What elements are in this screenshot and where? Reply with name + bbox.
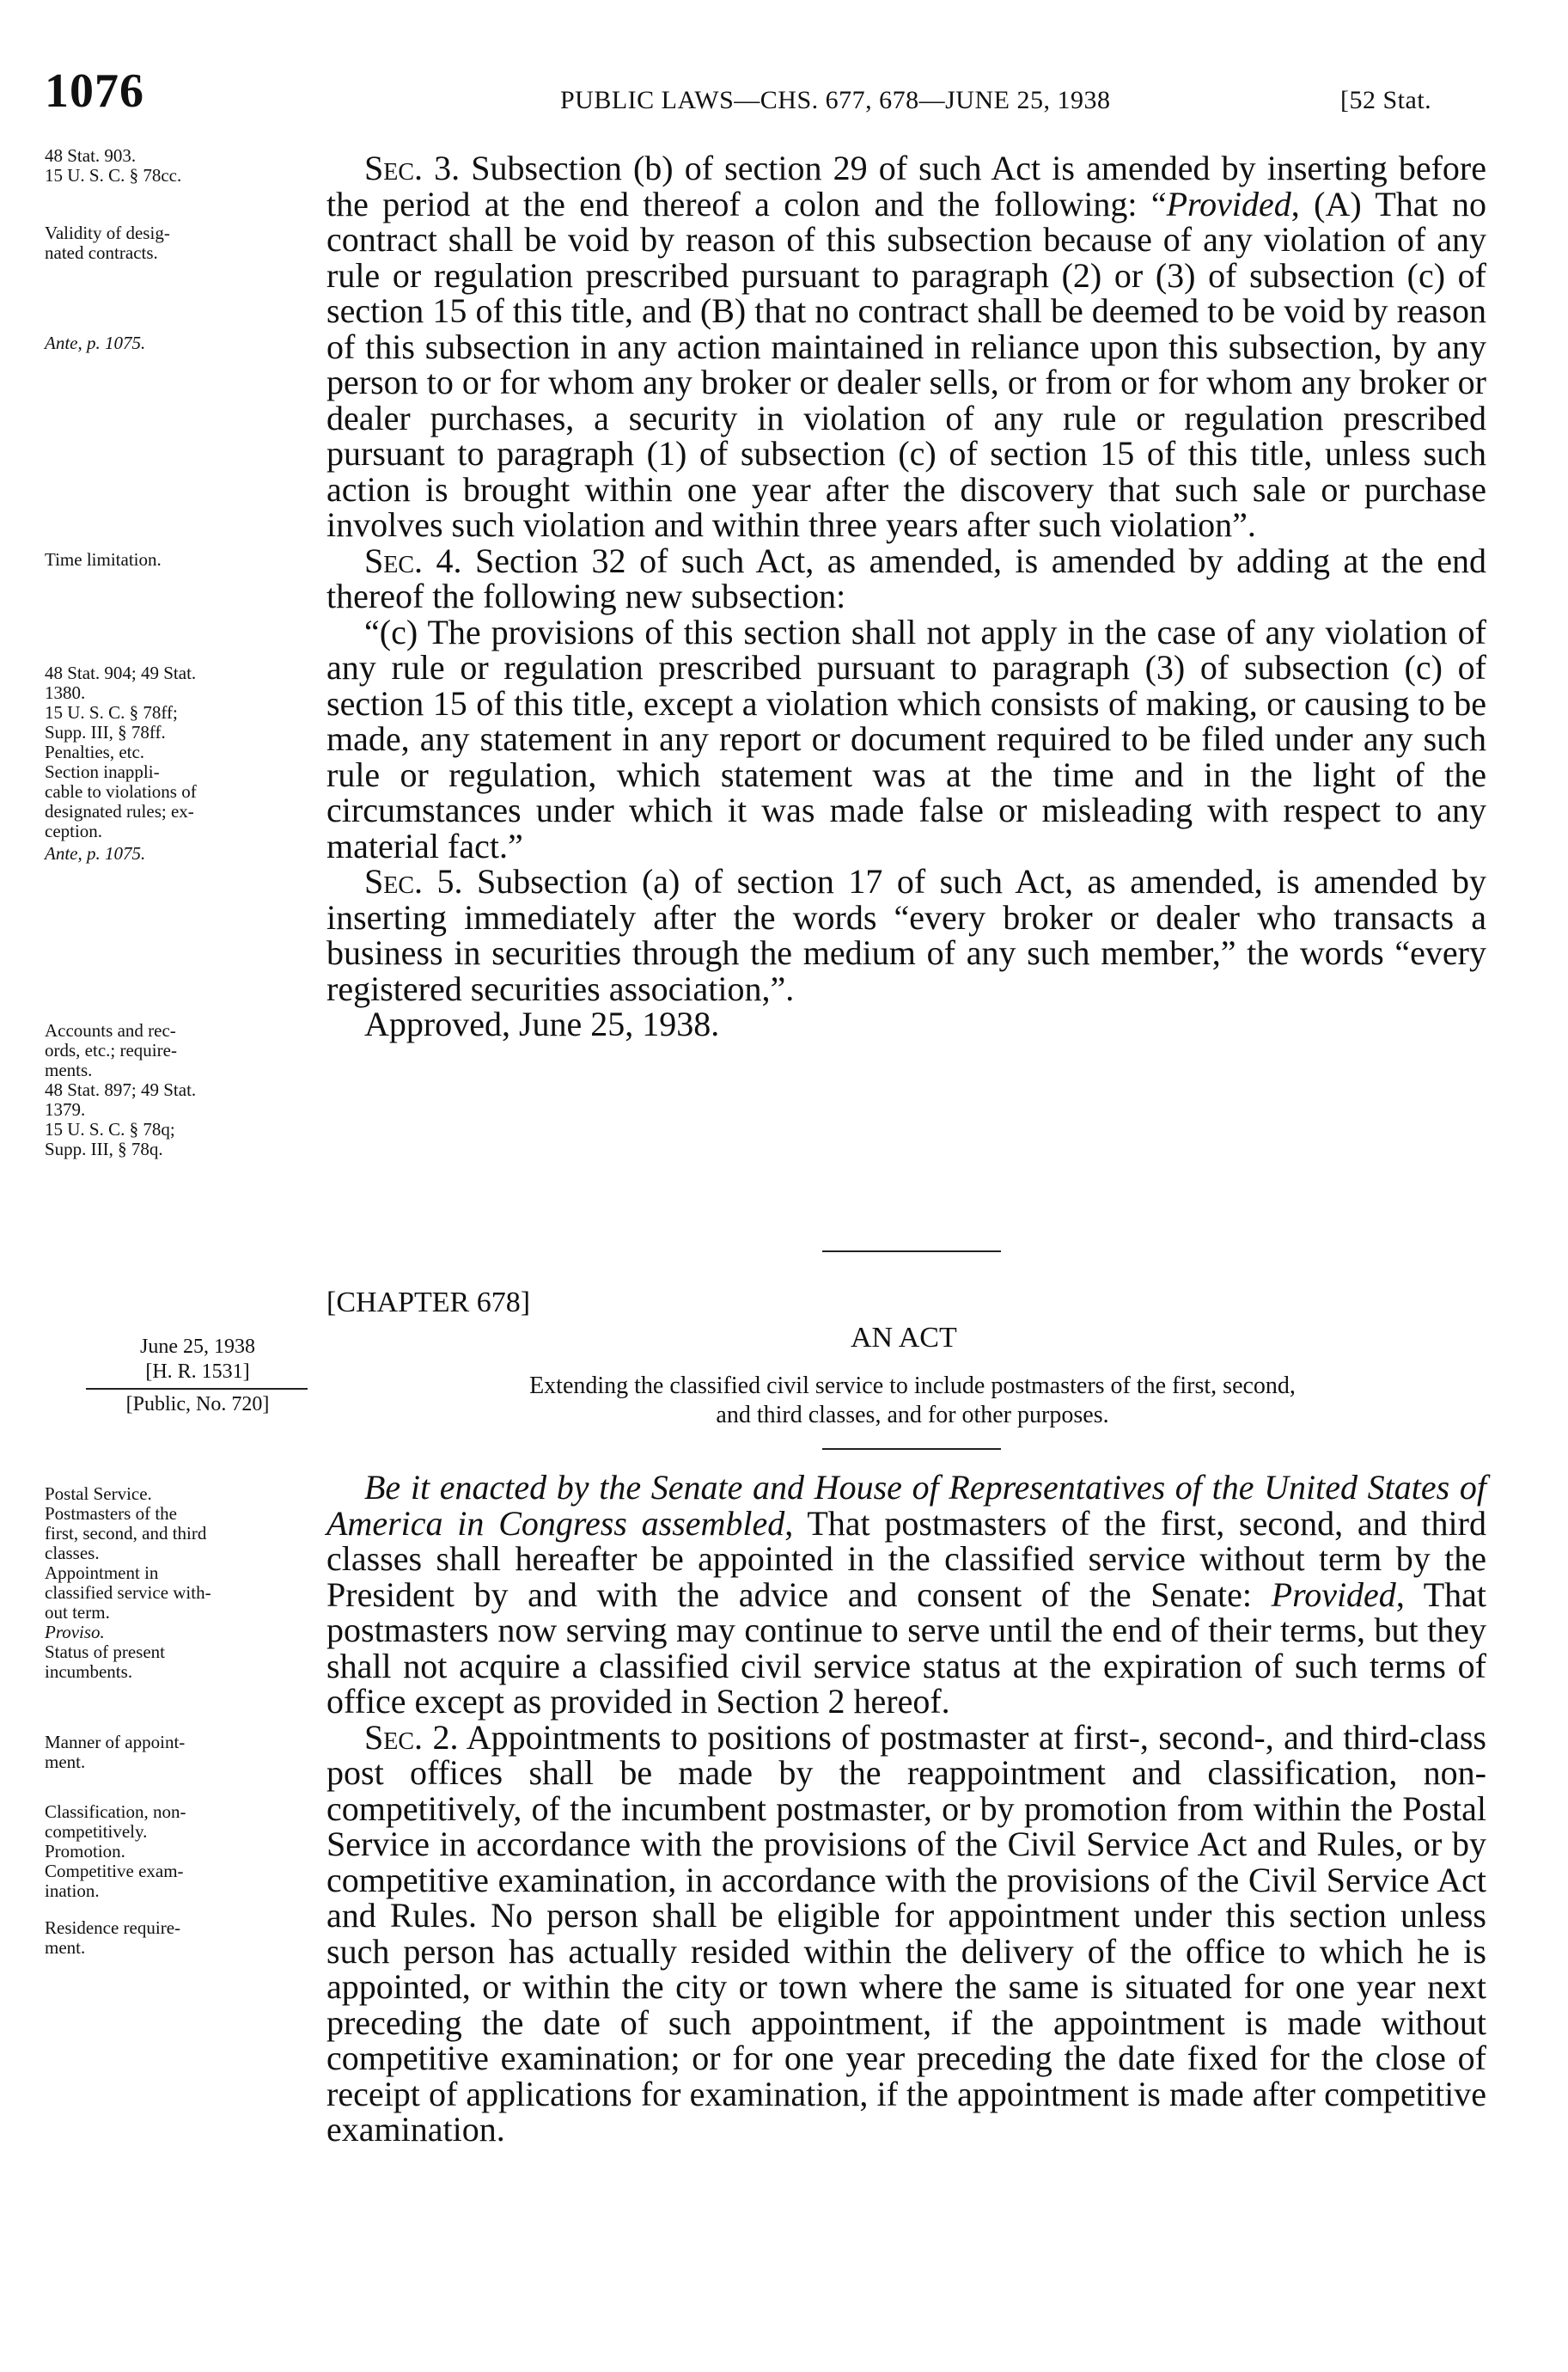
chapter-separator-rule [822,1250,1001,1252]
section-5-label: Sec. 5. [364,862,463,901]
section-2-label: Sec. 2. [364,1717,459,1757]
bill-number: [H. R. 1531] [145,1360,250,1383]
act-title: Extending the classified civil service to include postmasters of the first, second, and third classes, and for other purposes. [529,1372,1296,1428]
an-act-heading: AN ACT [851,1322,957,1354]
section-4: Sec. 4. Section 32 of such Act, as amended, is amended by adding at the end thereof the following new subsection: [326,541,1486,615]
margin-note-sec3-citation: 48 Stat. 903. 15 U. S. C. § 78cc. [45,145,182,186]
volume-reference: [52 Stat. [1340,86,1432,114]
margin-note-sec4: 48 Stat. 904; 49 Stat. 1380. 15 U. S. C. § 78ff; Supp. III, § 78ff. Penalties, etc. Section inappli- cable to violations of designated rules; ex- ception. [45,663,197,841]
section-4-label: Sec. 4. [364,541,462,580]
chapter-678-body [326,1470,1486,2148]
margin-note-manner: Manner of appoint- ment. [45,1732,186,1772]
title-rule [822,1448,1001,1450]
public-law-number: [Public, No. 720] [125,1393,270,1415]
act-date: June 25, 1938 [140,1336,255,1358]
section-5: Sec. 5. Subsection (a) of section 17 of such Act, as amended, is amended by inserting immediately after the words “every broker or dealer who transacts a business in securities through the medium of any such member,” the words “every registered securities association,”. [326,862,1487,1008]
margin-note-validity: Validity of desig- nated contracts. [45,223,170,263]
page-number: 1076 [45,64,144,118]
enacting-paragraph: Be it enacted by the Senate and House of Representatives of the United States of America in Congress assembled, That postmasters of the first, second, and third classes shall hereafter be appointed in the classified service without term by the President by and with the advice and consent of the Senate: Provided, That postmasters now serving may continue to serve until the end of their terms, but they shall not acquire a classified civil service status at the expiration of such terms of office except as provided in Section 2 hereof. [326,1468,1487,1721]
act-date-rule [86,1388,308,1390]
margin-note-residence: Residence require- ment. [45,1917,181,1958]
margin-note-classification: Classification, non- competitively. Promotion. Competitive exam- ination. [45,1801,186,1901]
margin-note-ante-2: Ante, p. 1075. [45,843,146,864]
chapter-677-body [326,150,1486,1042]
section-3: Sec. 3. Subsection (b) of section 29 of such Act is amended by inserting before the period at the end thereof a colon and the following: “Provided, (A) That no contract shall be void by reason of this subsection because of any violation of any rule or regulation prescribed pursuant to paragraph (2) or (3) of subsection (c) of section 15 of this title, and (B) that no contract shall be deemed to be void by reason of this subsection in any action maintained in reliance upon this subsection, by any person to or for whom any broker or dealer sells, or from or for whom any broker or dealer purchases, a security in violation of any rule or regulation prescribed pursuant to paragraph (1) of subsection (c) of section 15 of this title, unless such action is brought within one year after the discovery that such sale or purchase involves such violation and within three years after such violation”. [326,149,1487,544]
section-3-label: Sec. 3. [364,149,461,187]
enacting-clause: Be it enacted by the Senate and House of Representatives of the United States of America in Congress assembled [326,1468,1486,1543]
chapter-heading: [CHAPTER 678] [326,1287,531,1318]
section-4-quote: “(c) The provisions of this section shall not apply in the case of any violation of any rule or regulation prescribed pursuant to paragraph (3) of subsection (c) of section 15 of this title, except a violation which consists of making, or causing to be made, any statement in any report or document required to be filed under any such rule or regulation, which statement was at the time and in the light of the circumstances under which it was made false or misleading with respect to any material fact.” [326,612,1486,865]
page-header [0,0,1568,138]
act-date-box [86,1335,309,1385]
margin-note-time-limitation: Time limitation. [45,549,162,570]
running-head: PUBLIC LAWS—CHS. 677, 678—JUNE 25, 1938 [560,86,1111,114]
margin-note-postal: Postal Service. Postmasters of the first, second, and third classes. Appointment in classified service with- out term. Proviso. Status of present incumbents. [45,1483,211,1682]
margin-note-ante-1: Ante, p. 1075. [45,333,146,353]
margin-note-sec5: Accounts and rec- ords, etc.; require- ments. 48 Stat. 897; 49 Stat. 1379. 15 U. S. C. § 78q; Supp. III, § 78q. [45,1020,197,1159]
section-2: Sec. 2. Appointments to positions of postmaster at first-, second-, and third-class post offices shall be made by the reappointment and classification, non-competitively, of the incumbent postmaster, or by promotion from within the Postal Service in accordance with the provisions of the Civil Service Act and Rules, or by competitive examination, in accordance with the provisions of the Civil Service Act and Rules. No person shall be eligible for appointment under this section unless such person has actually resided within the delivery of the office to which he is appointed, or within the city or town where the same is situated for one year next preceding the date of such appointment, if the appointment is made without competitive examination; or for one year preceding the date fixed for the close of receipt of applications for examination, if the appointment is made after competitive examination. [326,1717,1486,2149]
approval-line: Approved, June 25, 1938. [364,1005,720,1043]
